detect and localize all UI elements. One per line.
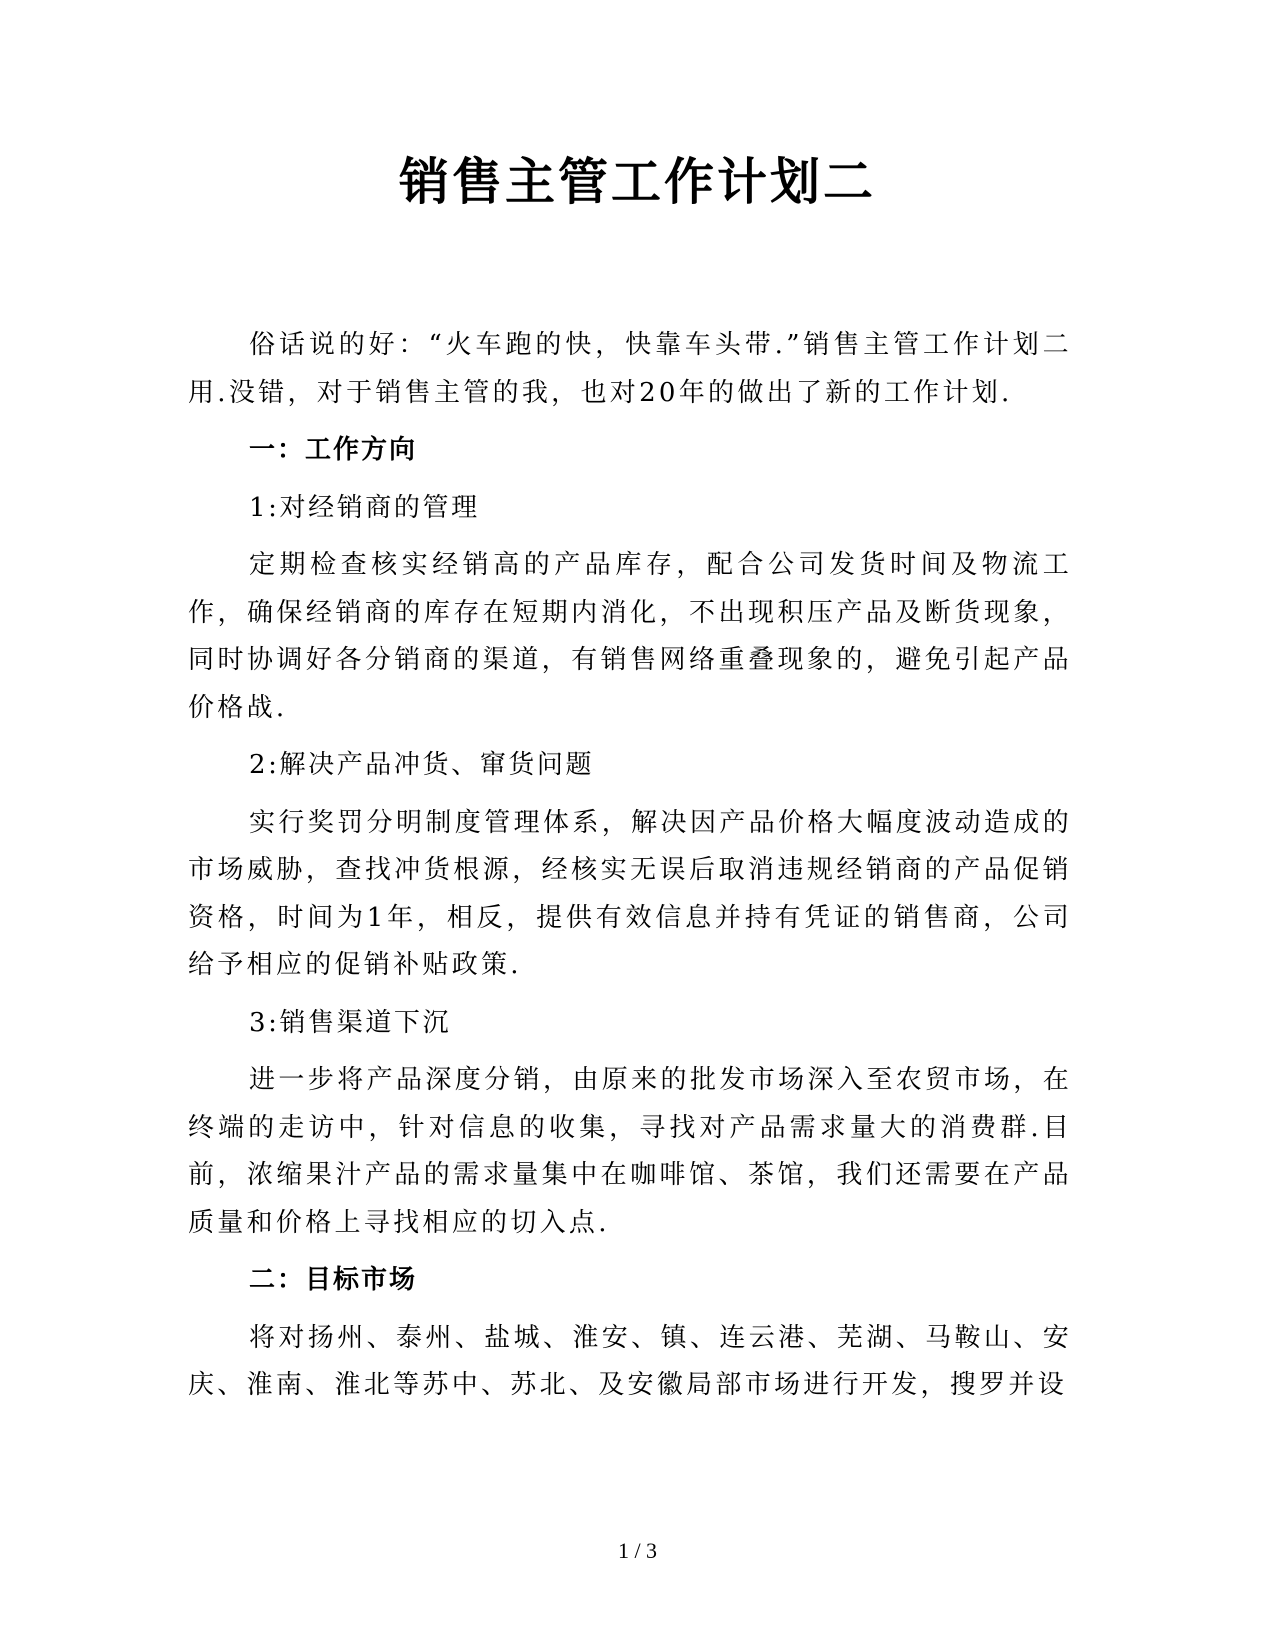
subheading-cross-selling: 2:解决产品冲货、窜货问题 [249,750,595,780]
paragraph-target-market: 将对扬州、泰州、盐城、淮安、镇、连云港、芜湖、马鞍山、安庆、淮南、淮北等苏中、苏北、及安徽局部市场进行开发，搜罗并设 [188,1322,1072,1400]
paragraph-channel-sinking: 进一步将产品深度分销，由原来的批发市场深入至农贸市场，在终端的走访中，针对信息的收集，寻找对产品需求量大的消费群.目前，浓缩果汁产品的需求量集中在咖啡馆、茶馆，我们还需要在产品质量和价格上寻找相应的切入点. [188,1065,1072,1238]
subheading-dealer-management: 1:对经销商的管理 [249,492,480,523]
paragraph-dealer-management: 定期检查核实经销高的产品库存，配合公司发货时间及物流工作，确保经销商的库存在短期内消化，不出现积压产品及断货现象，同时协调好各分销商的渠道，有销售网络重叠现象的，避免引起产品价格战. [188,550,1072,723]
page-number: 1 / 3 [617,1538,658,1563]
section-heading-work-direction: 一：工作方向 [249,435,418,465]
section-heading-target-market: 二：目标市场 [249,1265,418,1295]
intro-paragraph: 俗话说的好：“火车跑的快，快靠车头带.”销售主管工作计划二用.没错，对于销售主管的我，也对20年的做出了新的工作计划. [188,330,1072,408]
document-body [188,322,1072,1420]
document-title: 销售主管工作计划二 [399,153,876,211]
paragraph-cross-selling: 实行奖罚分明制度管理体系，解决因产品价格大幅度波动造成的市场威胁，查找冲货根源，经核实无误后取消违规经销商的产品促销资格，时间为1年，相反，提供有效信息并持有凭证的销售商，公司给予相应的促销补贴政策. [188,807,1072,980]
subheading-channel-sinking: 3:销售渠道下沉 [249,1007,452,1038]
